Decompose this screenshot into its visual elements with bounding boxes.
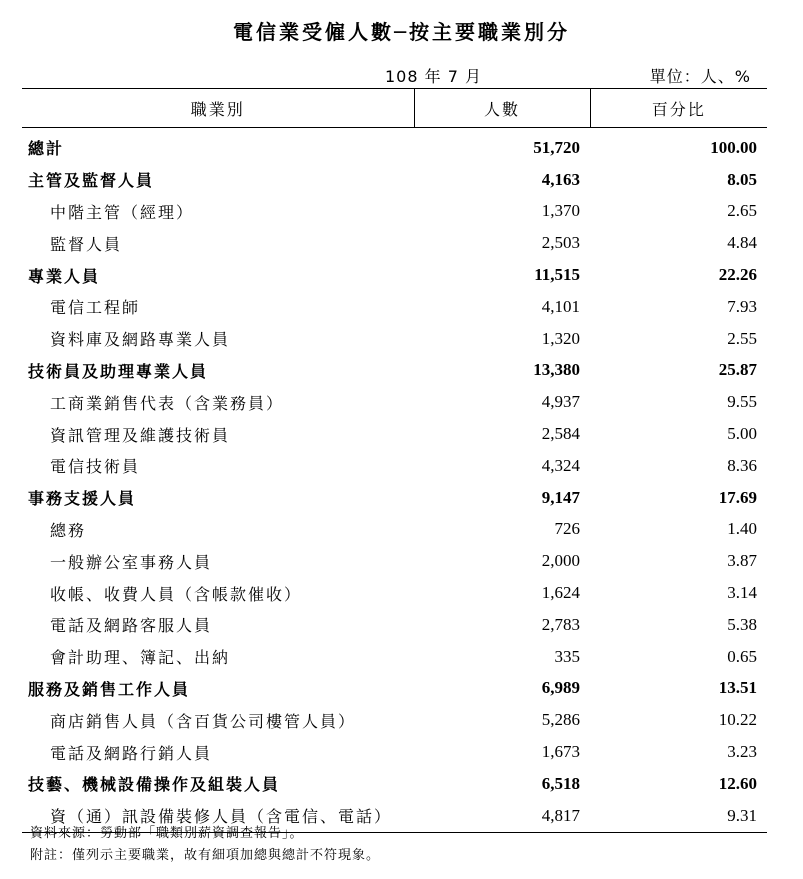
count-cell: 1,624	[541, 583, 580, 603]
count-cell: 1,320	[541, 328, 580, 348]
percent-cell: 8.36	[727, 455, 757, 475]
occupation-cell: 主管及監督人員	[28, 171, 155, 191]
percent-cell: 1.40	[727, 519, 757, 539]
page-title: 電信業受僱人數─按主要職業別分	[232, 20, 571, 44]
table-row	[22, 355, 767, 387]
occupation-cell: 電信工程師	[50, 298, 141, 318]
table-row	[22, 609, 767, 641]
table-row	[22, 768, 767, 800]
occupation-cell: 事務支援人員	[28, 489, 137, 509]
occupation-cell: 技術員及助理專業人員	[28, 361, 209, 381]
header-occupation: 職業別	[22, 89, 414, 128]
occupation-cell: 會計助理、簿記、出納	[50, 648, 231, 668]
count-cell: 4,817	[414, 800, 590, 832]
count-cell: 5,286	[541, 710, 580, 730]
percent-cell: 100.00	[710, 137, 757, 157]
table-row	[22, 227, 767, 259]
percent-cell: 2.55	[727, 328, 757, 348]
percent-cell: 17.69	[718, 487, 757, 507]
table-row	[22, 128, 767, 164]
percent-cell: 9.31	[590, 800, 767, 832]
occupation-cell: 總計	[28, 139, 65, 159]
table-row	[22, 418, 767, 450]
occupation-cell: 中階主管（經理）	[50, 202, 195, 222]
table-row	[22, 545, 767, 577]
footnotes	[30, 823, 380, 867]
table-row	[22, 704, 767, 736]
table-row	[22, 291, 767, 323]
occupation-cell: 技藝、機械設備操作及組裝人員	[28, 775, 281, 795]
count-cell: 2,503	[541, 233, 580, 253]
percent-cell: 4.84	[727, 233, 757, 253]
percent-cell: 7.93	[727, 296, 757, 316]
table-row	[22, 386, 767, 418]
percent-cell: 5.00	[727, 424, 757, 444]
remark-note: 附註：僅列示主要職業，故有細項加總與總計不符現象。	[30, 848, 381, 863]
occupation-cell: 監督人員	[50, 234, 123, 254]
occupation-cell: 專業人員	[28, 266, 101, 286]
count-cell: 4,937	[541, 392, 580, 412]
source-note: 資料來源：勞動部「職類別薪資調查報告」。	[30, 826, 304, 841]
percent-cell: 0.65	[727, 646, 757, 666]
count-cell: 6,989	[541, 678, 580, 698]
occupation-cell: 電話及網路行銷人員	[50, 743, 213, 763]
count-cell: 726	[554, 519, 580, 539]
count-cell: 2,584	[541, 424, 580, 444]
percent-cell: 9.55	[727, 392, 757, 412]
count-cell: 2,000	[541, 551, 580, 571]
table-row	[22, 577, 767, 609]
occupation-cell: 收帳、收費人員（含帳款催收）	[50, 584, 303, 604]
header-percent: 百分比	[590, 89, 767, 128]
occupation-cell: 電信技術員	[50, 457, 141, 477]
table-row	[22, 673, 767, 705]
percent-cell: 12.60	[718, 773, 757, 793]
percent-cell: 3.23	[727, 742, 757, 762]
count-cell: 335	[554, 646, 580, 666]
occupation-cell: 資（通）訊設備裝修人員（含電信、電話）	[22, 800, 414, 832]
percent-cell: 8.05	[727, 169, 757, 189]
table-row	[22, 164, 767, 196]
count-cell: 4,324	[541, 455, 580, 475]
count-cell: 4,163	[541, 169, 580, 189]
occupation-cell: 資料庫及網路專業人員	[50, 330, 231, 350]
occupation-cell: 工商業銷售代表（含業務員）	[50, 393, 285, 413]
percent-cell: 10.22	[718, 710, 757, 730]
unit-label: 單位：人、%	[649, 67, 751, 86]
percent-cell: 2.65	[727, 201, 757, 221]
occupation-cell: 服務及銷售工作人員	[28, 679, 191, 699]
count-cell: 13,380	[533, 360, 580, 380]
count-cell: 51,720	[533, 137, 580, 157]
percent-cell: 5.38	[727, 614, 757, 634]
occupation-cell: 一般辦公室事務人員	[50, 552, 213, 572]
percent-cell: 3.14	[727, 583, 757, 603]
count-cell: 6,518	[541, 773, 580, 793]
count-cell: 11,515	[534, 265, 580, 285]
header-count: 人數	[414, 89, 590, 128]
table-header	[22, 89, 767, 128]
percent-cell: 13.51	[718, 678, 757, 698]
count-cell: 9,147	[541, 487, 580, 507]
percent-cell: 3.87	[727, 551, 757, 571]
count-cell: 2,783	[541, 614, 580, 634]
count-cell: 4,101	[541, 296, 580, 316]
table-row	[22, 196, 767, 228]
table-body	[22, 128, 767, 833]
table-row	[22, 450, 767, 482]
table-row	[22, 259, 767, 291]
table-row	[22, 736, 767, 768]
count-cell: 1,370	[541, 201, 580, 221]
table-row	[22, 482, 767, 514]
table-row	[22, 641, 767, 673]
table-row	[22, 323, 767, 355]
table-row	[22, 514, 767, 546]
occupation-cell: 資訊管理及維護技術員	[50, 425, 231, 445]
percent-cell: 22.26	[718, 265, 757, 285]
employment-table	[22, 88, 767, 833]
survey-date: 108 年 7 月	[385, 67, 482, 86]
percent-cell: 25.87	[718, 360, 757, 380]
occupation-cell: 商店銷售人員（含百貨公司樓管人員）	[50, 711, 357, 731]
occupation-cell: 總務	[50, 520, 87, 540]
occupation-cell: 電話及網路客服人員	[50, 616, 213, 636]
count-cell: 1,673	[541, 742, 580, 762]
